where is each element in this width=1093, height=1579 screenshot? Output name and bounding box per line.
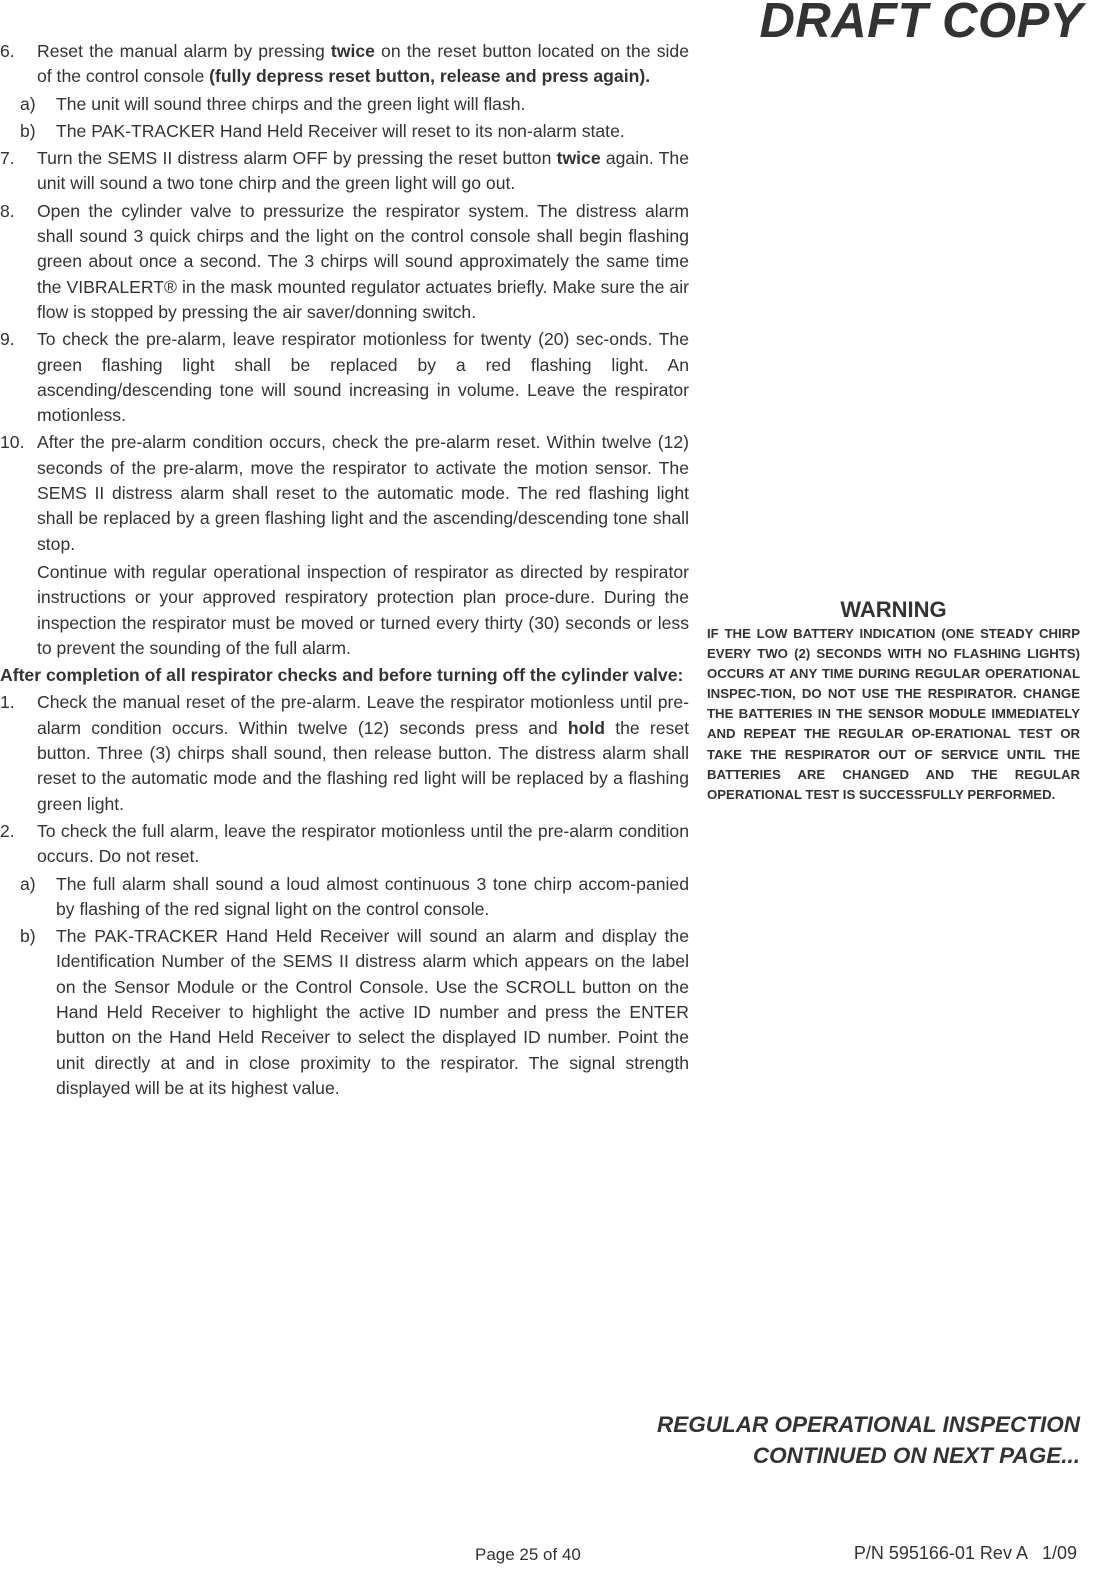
continued-notice: [657, 1409, 1080, 1471]
check-2b: b) The PAK-TRACKER Hand Held Receiver will sound an alarm and display the Identification Number of the SEMS II distress alarm which appears on the label on the Sensor Module or the Control Console. Use the SCROLL button on the Hand Held Receiver to highlight the active ID number and press the ENTER button on the Hand Held Receiver to select the displayed ID number. Point the unit directly at and in close proximity to the respirator. The signal strength displayed will be at its highest value.: [20, 926, 689, 1098]
continue-paragraph: Continue with regular operational inspection of respirator as directed by respirator instructions or your approved respiratory protection plan proce-dure. During the inspection the respirator must be moved or turned every thirty (30) seconds or less to prevent the sounding of the full alarm.: [37, 561, 689, 658]
step-number: 10.: [0, 432, 25, 453]
step-number: 9.: [0, 329, 15, 350]
check-2: 2. To check the full alarm, leave the respirator motionless until the pre-alarm condition occurs. Do not reset.: [0, 820, 689, 867]
check-2a: a) The full alarm shall sound a loud almost continuous 3 tone chirp accom-panied by flashing of the red signal light on the control console.: [20, 873, 689, 919]
warning-title: WARNING: [840, 597, 947, 622]
after-checks-heading: After completion of all respirator checks and before turning off the cylinder valve:: [0, 665, 684, 686]
step-6a: a) The unit will sound three chirps and the green light will flash.: [0, 92, 689, 117]
step-6b: b) The PAK-TRACKER Hand Held Receiver will reset to its non-alarm state.: [0, 119, 689, 144]
step-letter: a): [20, 873, 36, 894]
step-6: 6. Reset the manual alarm by pressing twice on the reset button located on the side of the control console (fully depress reset button, release and press again).: [0, 41, 689, 87]
step-9: 9. To check the pre-alarm, leave respirator motionless for twenty (20) sec-onds. The green flashing light shall be replaced by a red flashing light. An ascending/descending tone will sound increasing in volume. Leave the respirator motionless.: [0, 329, 689, 426]
step-number: 7.: [0, 148, 15, 169]
instructions-column: [0, 39, 689, 1103]
step-8: 8. Open the cylinder valve to pressurize the respirator system. The distress alarm shall sound 3 quick chirps and the light on the control console shall begin flashing green about once a second. The 3 chirps will sound approximately the same time the VIBRALERT® in the mask mounted regulator actuates briefly. Make sure the air flow is stopped by pressing the air saver/donning switch.: [0, 200, 689, 322]
step-7: 7. Turn the SEMS II distress alarm OFF by pressing the reset button twice again. The unit will sound a two tone chirp and the green light will go out.: [0, 148, 689, 194]
continued-line-2: CONTINUED ON NEXT PAGE...: [752, 1443, 1080, 1468]
warning-body: IF THE LOW BATTERY INDICATION (ONE STEADY CHIRP EVERY TWO (2) SECONDS WITH NO FLASHING LIGHTS) OCCURS AT ANY TIME DURING REGULAR OPERATIONAL INSPEC-TION, DO NOT USE THE RESPIRATOR. CHANGE THE BATTERIES IN THE SENSOR MODULE IMMEDIATELY AND REPEAT THE REGULAR OP-ERATIONAL TEST OR TAKE THE RESPIRATOR OUT OF SERVICE UNTIL THE BATTERIES ARE CHANGED AND THE REGULAR OPERATIONAL TEST IS SUCCESSFULLY PERFORMED.: [707, 626, 1080, 802]
step-number: 8.: [0, 200, 15, 221]
continued-line-1: REGULAR OPERATIONAL INSPECTION: [657, 1412, 1080, 1437]
part-number: P/N 595166-01 Rev A 1/09: [853, 1543, 1077, 1563]
page-number: Page 25 of 40: [475, 1545, 581, 1564]
step-letter: b): [20, 926, 36, 947]
step-number: 1.: [0, 692, 15, 713]
step-letter: b): [20, 120, 36, 141]
step-number: 2.: [0, 820, 15, 841]
draft-copy-stamp: DRAFT COPY: [759, 0, 1083, 48]
step-letter: a): [20, 93, 36, 114]
step-number: 6.: [0, 41, 15, 61]
step-10: 10. After the pre-alarm condition occurs, check the pre-alarm reset. Within twelve (12) seconds of the pre-alarm, move the respirator to activate the motion sensor. The SEMS II distress alarm shall reset to the automatic mode. The red flashing light shall be replaced by a green flashing light and the ascending/descending tone shall stop.: [0, 432, 689, 554]
check-1: 1. Check the manual reset of the pre-alarm. Leave the respirator motionless until pre-alarm condition occurs. Within twelve (12) seconds press and hold the reset button. Three (3) chirps shall sound, then release button. The distress alarm shall reset to the automatic mode and the flashing red light will be replaced by a flashing green light.: [0, 692, 689, 814]
